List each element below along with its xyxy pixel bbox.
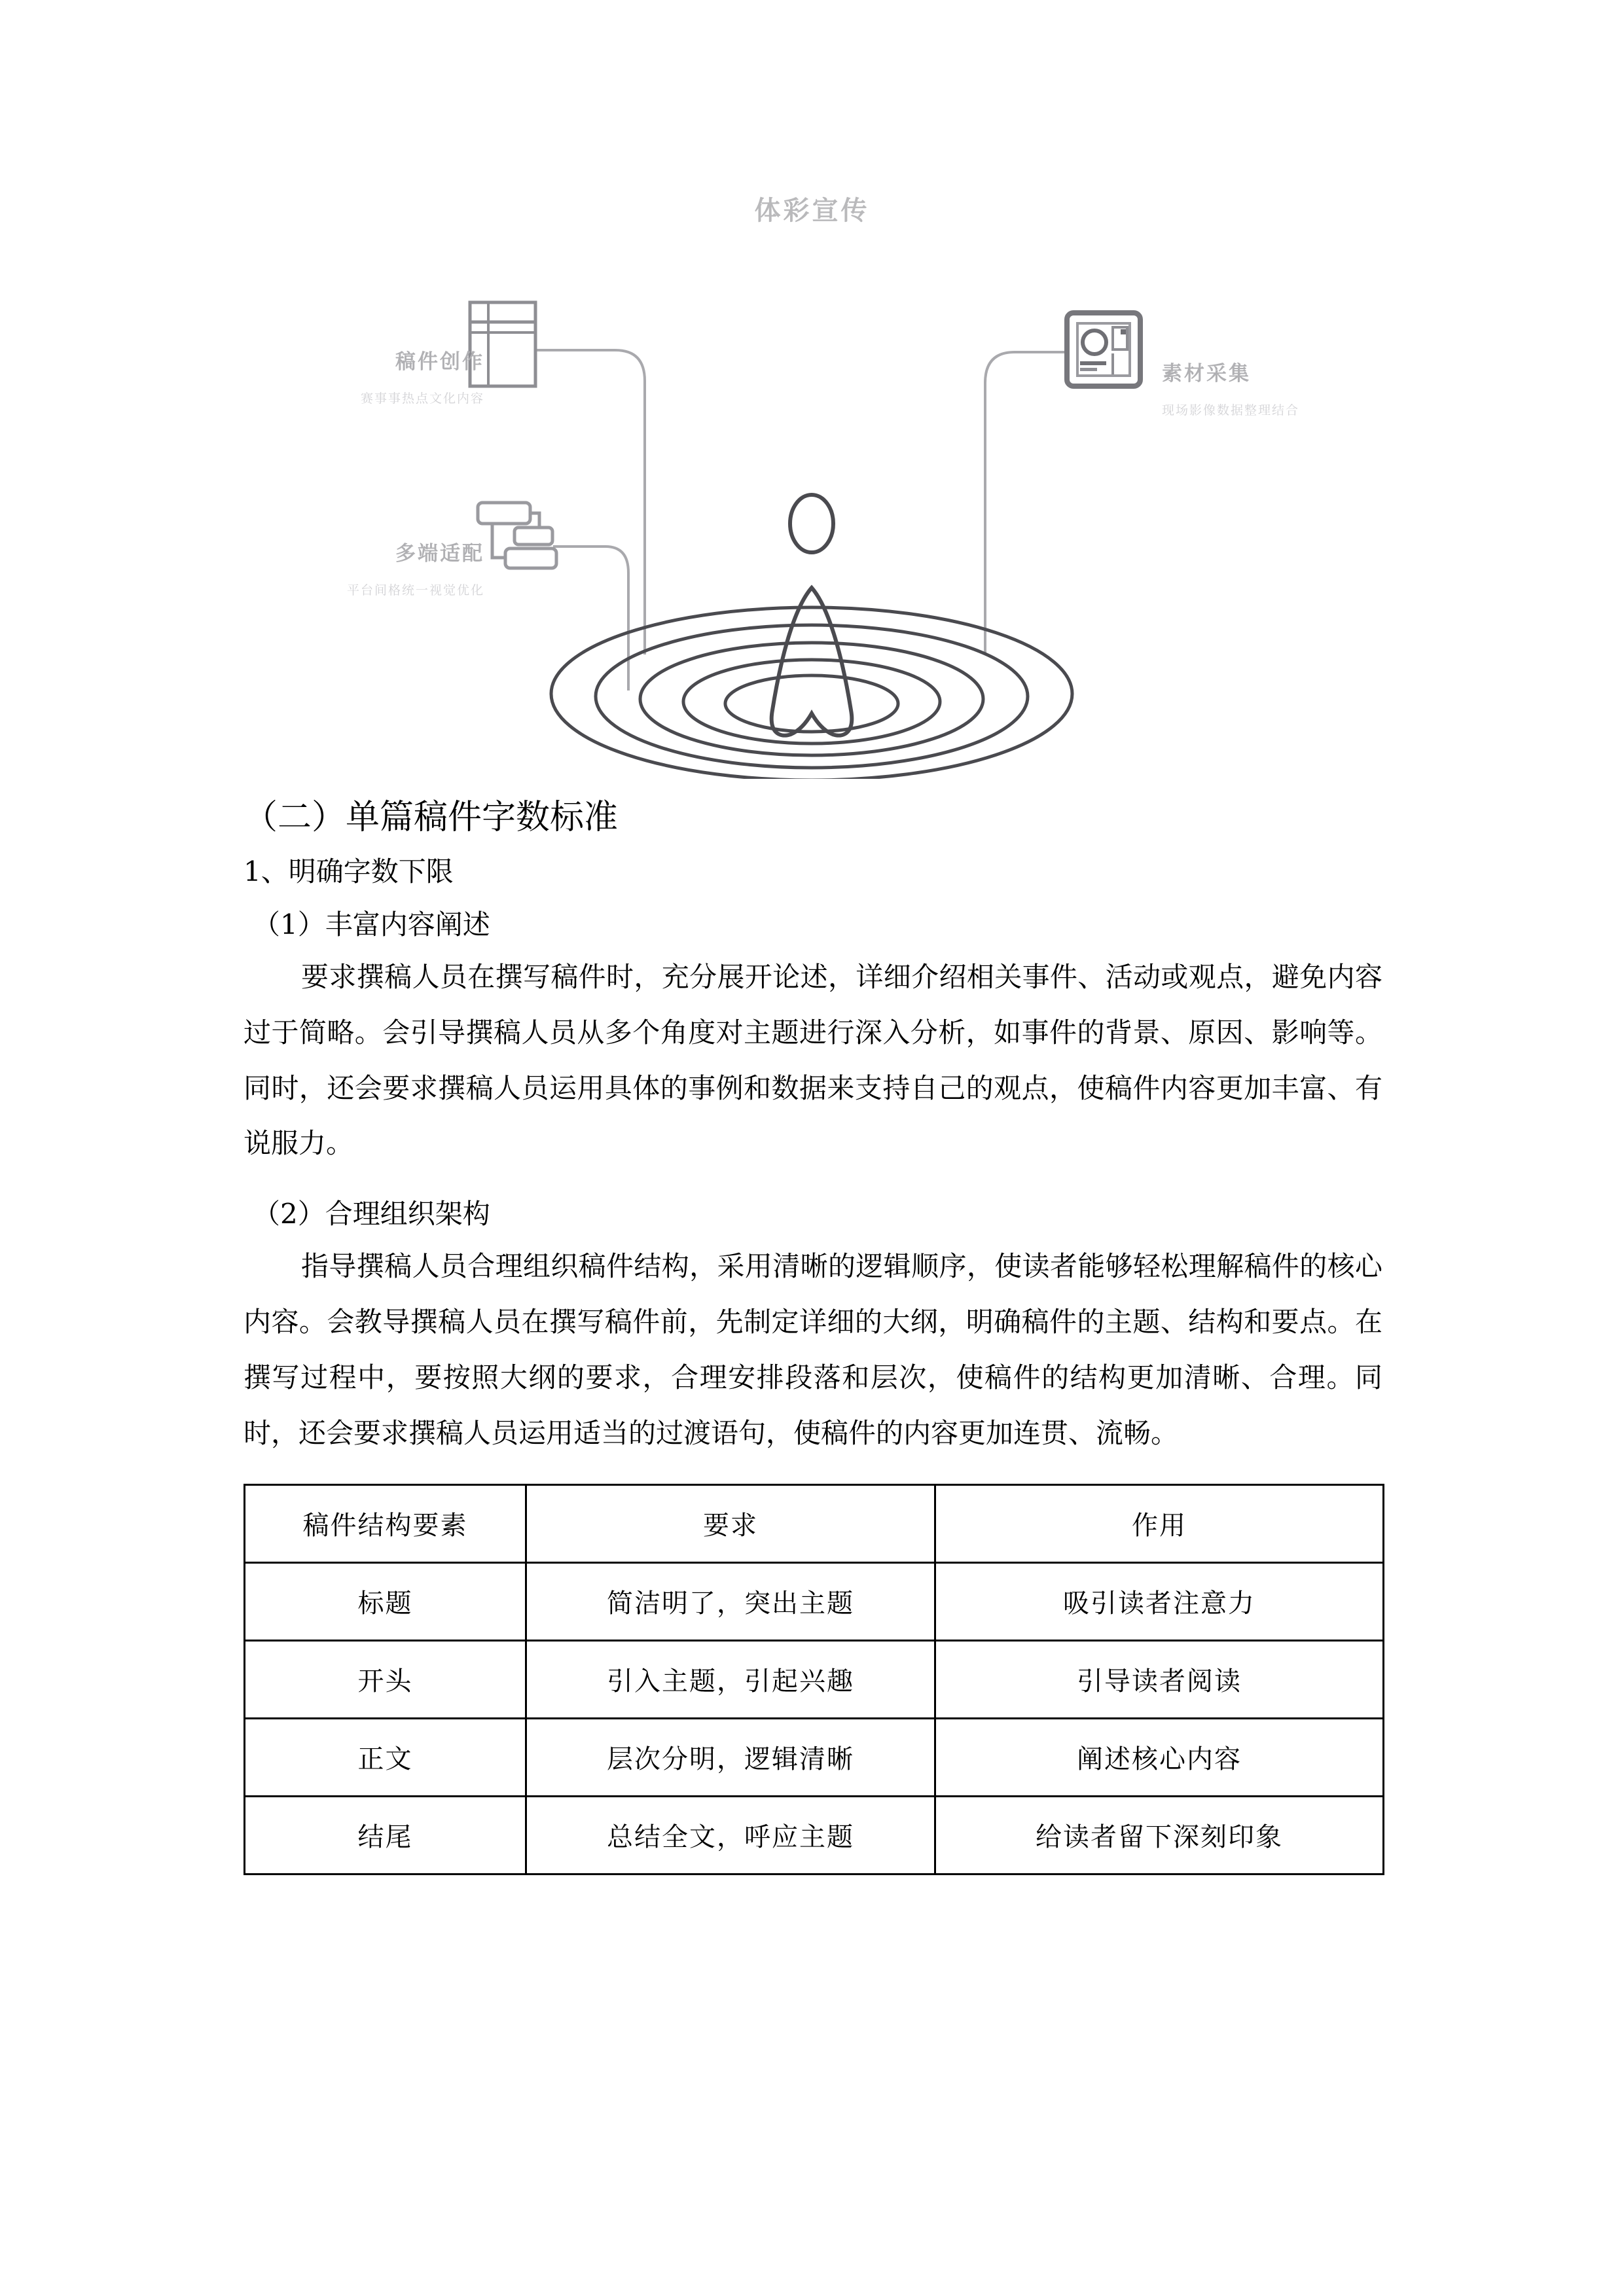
table-cell: 引导读者阅读 bbox=[935, 1640, 1384, 1718]
connector-line-3 bbox=[553, 547, 628, 691]
table-cell: 标题 bbox=[245, 1562, 526, 1640]
figure-node-subtitle-3: 平台间格统一视觉优化 bbox=[346, 583, 484, 598]
multi-device-icon bbox=[478, 503, 556, 568]
table-cell: 开头 bbox=[245, 1640, 526, 1718]
camera-photo-icon bbox=[1067, 313, 1140, 386]
figure-node-title-1: 稿件创作 bbox=[395, 350, 484, 374]
table-header-cell: 要求 bbox=[526, 1484, 935, 1562]
figure-title: 体彩宣传 bbox=[754, 196, 870, 226]
table-cell: 给读者留下深刻印象 bbox=[935, 1796, 1384, 1874]
table-row bbox=[245, 1562, 1384, 1640]
table-cell: 引入主题，引起兴趣 bbox=[526, 1640, 935, 1718]
table-header-row bbox=[245, 1484, 1384, 1562]
figure-node-subtitle-2: 现场影像数据整理结合 bbox=[1162, 403, 1300, 418]
table-cell: 总结全文，呼应主题 bbox=[526, 1796, 935, 1874]
item-heading-2: （2）合理组织架构 bbox=[253, 1198, 490, 1230]
connector-line-2 bbox=[985, 352, 1113, 655]
table-row bbox=[245, 1640, 1384, 1718]
table-cell: 简洁明了，突出主题 bbox=[526, 1562, 935, 1640]
figure-node-title-3: 多端适配 bbox=[395, 542, 484, 565]
table-cell: 吸引读者注意力 bbox=[935, 1562, 1384, 1640]
item-heading-1: （1）丰富内容阐述 bbox=[253, 908, 490, 941]
item-paragraph-1: 要求撰稿人员在撰写稿件时，充分展开论述，详细介绍相关事件、活动或观点，避免内容过于简略。会引导撰稿人员从多个角度对主题进行深入分析，如事件的背景、原因、影响等。同时，还会要求撰稿人员运用具体的事例和数据来支持自己的观点，使稿件内容更加丰富、有说服力。 bbox=[244, 960, 1382, 1160]
structure-table-body bbox=[245, 1484, 1384, 1874]
subsection-heading: 1、明确字数下限 bbox=[244, 855, 454, 888]
table-cell: 结尾 bbox=[245, 1796, 526, 1874]
document-body bbox=[244, 795, 1382, 1875]
table-cell: 阐述核心内容 bbox=[935, 1718, 1384, 1796]
figure-node-label-3 bbox=[196, 537, 484, 598]
figure-node-label-2 bbox=[1162, 357, 1502, 418]
figure-illustration bbox=[0, 0, 1624, 779]
table-cell: 正文 bbox=[245, 1718, 526, 1796]
section-heading: （二）单篇稿件字数标准 bbox=[244, 798, 619, 837]
table-header-cell: 作用 bbox=[935, 1484, 1384, 1562]
table-row bbox=[245, 1718, 1384, 1796]
table-cell: 层次分明，逻辑清晰 bbox=[526, 1718, 935, 1796]
figure-node-title-2: 素材采集 bbox=[1162, 362, 1251, 386]
table-row bbox=[245, 1796, 1384, 1874]
structure-table bbox=[244, 1484, 1384, 1875]
figure-node-subtitle-1: 赛事事热点文化内容 bbox=[360, 391, 484, 406]
connector-line-1 bbox=[517, 350, 645, 655]
figure-node-label-1 bbox=[196, 345, 484, 406]
table-header-cell: 稿件结构要素 bbox=[245, 1484, 526, 1562]
item-paragraph-2: 指导撰稿人员合理组织稿件结构，采用清晰的逻辑顺序，使读者能够轻松理解稿件的核心内容。会教导撰稿人员在撰写稿件前，先制定详细的大纲，明确稿件的主题、结构和要点。在撰写过程中，要按照大纲的要求，合理安排段落和层次，使稿件的结构更加清晰、合理。同时，还会要求撰稿人员运用适当的过渡语句，使稿件的内容更加连贯、流畅。 bbox=[244, 1250, 1382, 1449]
